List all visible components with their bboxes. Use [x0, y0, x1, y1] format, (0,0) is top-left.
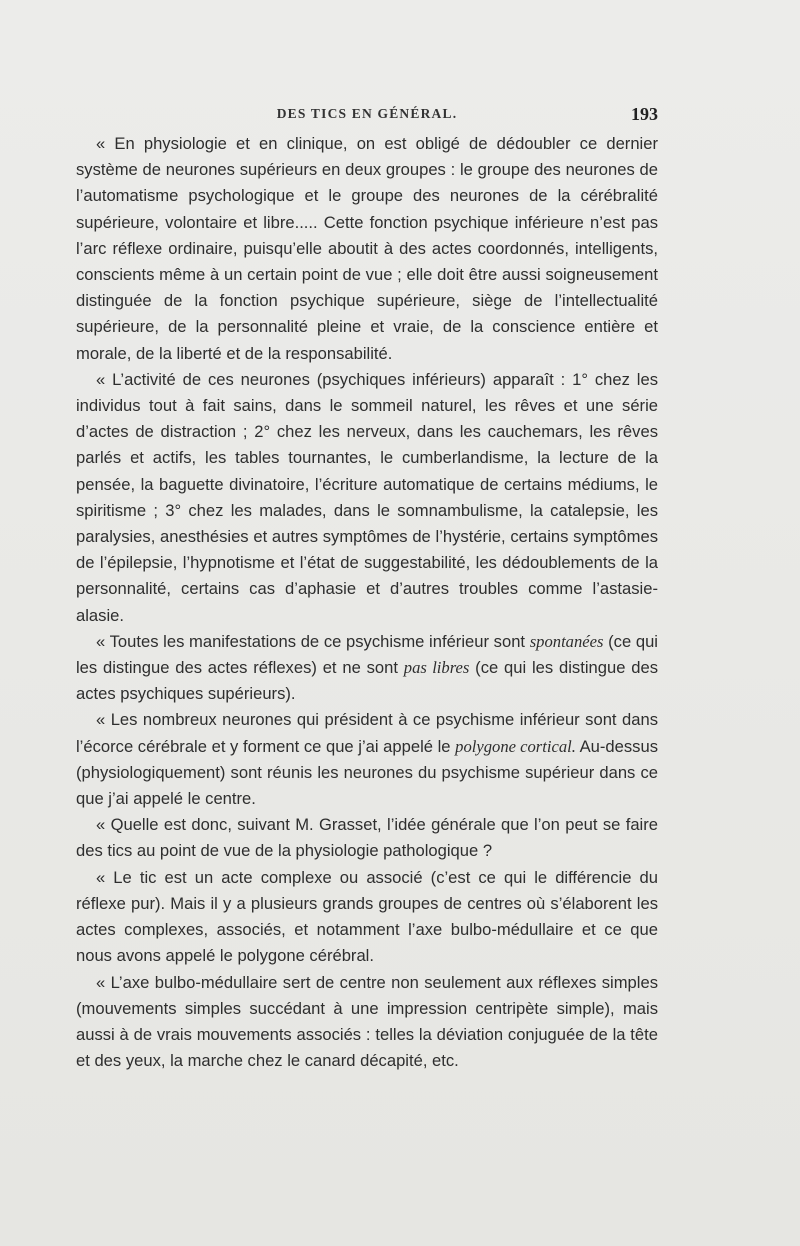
paragraph-7: « L’axe bulbo-médullaire sert de centre non seulement aux réflexes simples (mouvements simples succédant à une impression centripète simple), mais aussi à de vrais mouvements associés : telles la déviation conjuguée de la tête et des yeux, la marche chez le canard décapité, etc. — [76, 972, 658, 1071]
body-text — [76, 131, 658, 1074]
page-header — [76, 104, 658, 126]
paragraph-5: « Quelle est donc, suivant M. Grasset, l’idée générale que l’on peut se faire des tics au point de vue de la physiologie pathologique ? — [76, 815, 658, 861]
paragraph-3-text-middle: (ce qui les distingue des actes réflexes) et ne sont — [76, 631, 658, 678]
italic-term-spontanees: spontanées — [529, 631, 604, 651]
paragraph-3-text-before: « Toutes les manifestations de ce psychisme inférieur sont — [96, 631, 530, 651]
italic-term-pas-libres: pas libres — [403, 658, 470, 678]
paragraph-4 — [76, 707, 658, 812]
paragraph-3 — [76, 629, 658, 708]
paragraph-1: « En physiologie et en clinique, on est obligé de dédoubler ce dernier système de neurones supérieurs en deux groupes : le groupe des neurones de l’automatisme psychologique et le groupe des neurones de la cérébralité supérieure, volontaire et libre..... Cette fonction psychique inférieure n’est pas l’arc réflexe ordinaire, puisqu’elle aboutit à des actes coordonnés, intelligents, conscients même à un certain point de vue ; elle doit être aussi soigneusement distinguée de la fonction psychique supérieure, siège de l’intellectualité supérieure, de la personnalité pleine et vraie, de la conscience entière et morale, de la liberté et de la responsabilité. — [76, 134, 658, 363]
paragraph-2: « L’activité de ces neurones (psychiques inférieurs) apparaît : 1° chez les individus tout à fait sains, dans le sommeil naturel, les rêves et une série d’actes de distraction ; 2° chez les nerveux, dans les cauchemars, les rêves parlés et actifs, les tables tournantes, le cumberlandisme, la lecture de la pensée, la baguette divinatoire, l’écriture automatique de certains médiums, le spiritisme ; 3° chez les malades, dans le somnambulisme, la catalepsie, les paralysies, anesthésies et autres symptômes de l’hystérie, certains symptômes de l’épilepsie, l’hypnotisme et l’état de suggestabilité, les dédoublements de la personnalité, certains cas d’aphasie et d’autres troubles comme l’astasie-alasie. — [76, 369, 658, 625]
paragraph-6: « Le tic est un acte complexe ou associé (c’est ce qui le différencie du réflexe pur). Mais il y a plusieurs grands groupes de centres où s’élaborent les actes complexes, associés, et notamment l’axe bulbo-médullaire et ce que nous avons appelé le polygone cérébral. — [76, 867, 658, 966]
page-number: 193 — [631, 104, 658, 124]
paragraph-4-text-before: « Les nombreux neurones qui président à ce psychisme inférieur sont dans l’écorce cérébrale et y forment ce que j’ai appelé le — [76, 710, 658, 756]
paragraph-4-text-after: Au-dessus (physiologiquement) sont réunis les neurones du psychisme supérieur dans ce que j’ai appelé le centre. — [76, 736, 659, 809]
italic-term-polygone-cortical: polygone cortical. — [455, 736, 576, 756]
paragraph-3-text-after: (ce qui les distingue des actes psychiques supérieurs). — [76, 658, 658, 704]
running-title: DES TICS EN GÉNÉRAL. — [276, 106, 458, 121]
